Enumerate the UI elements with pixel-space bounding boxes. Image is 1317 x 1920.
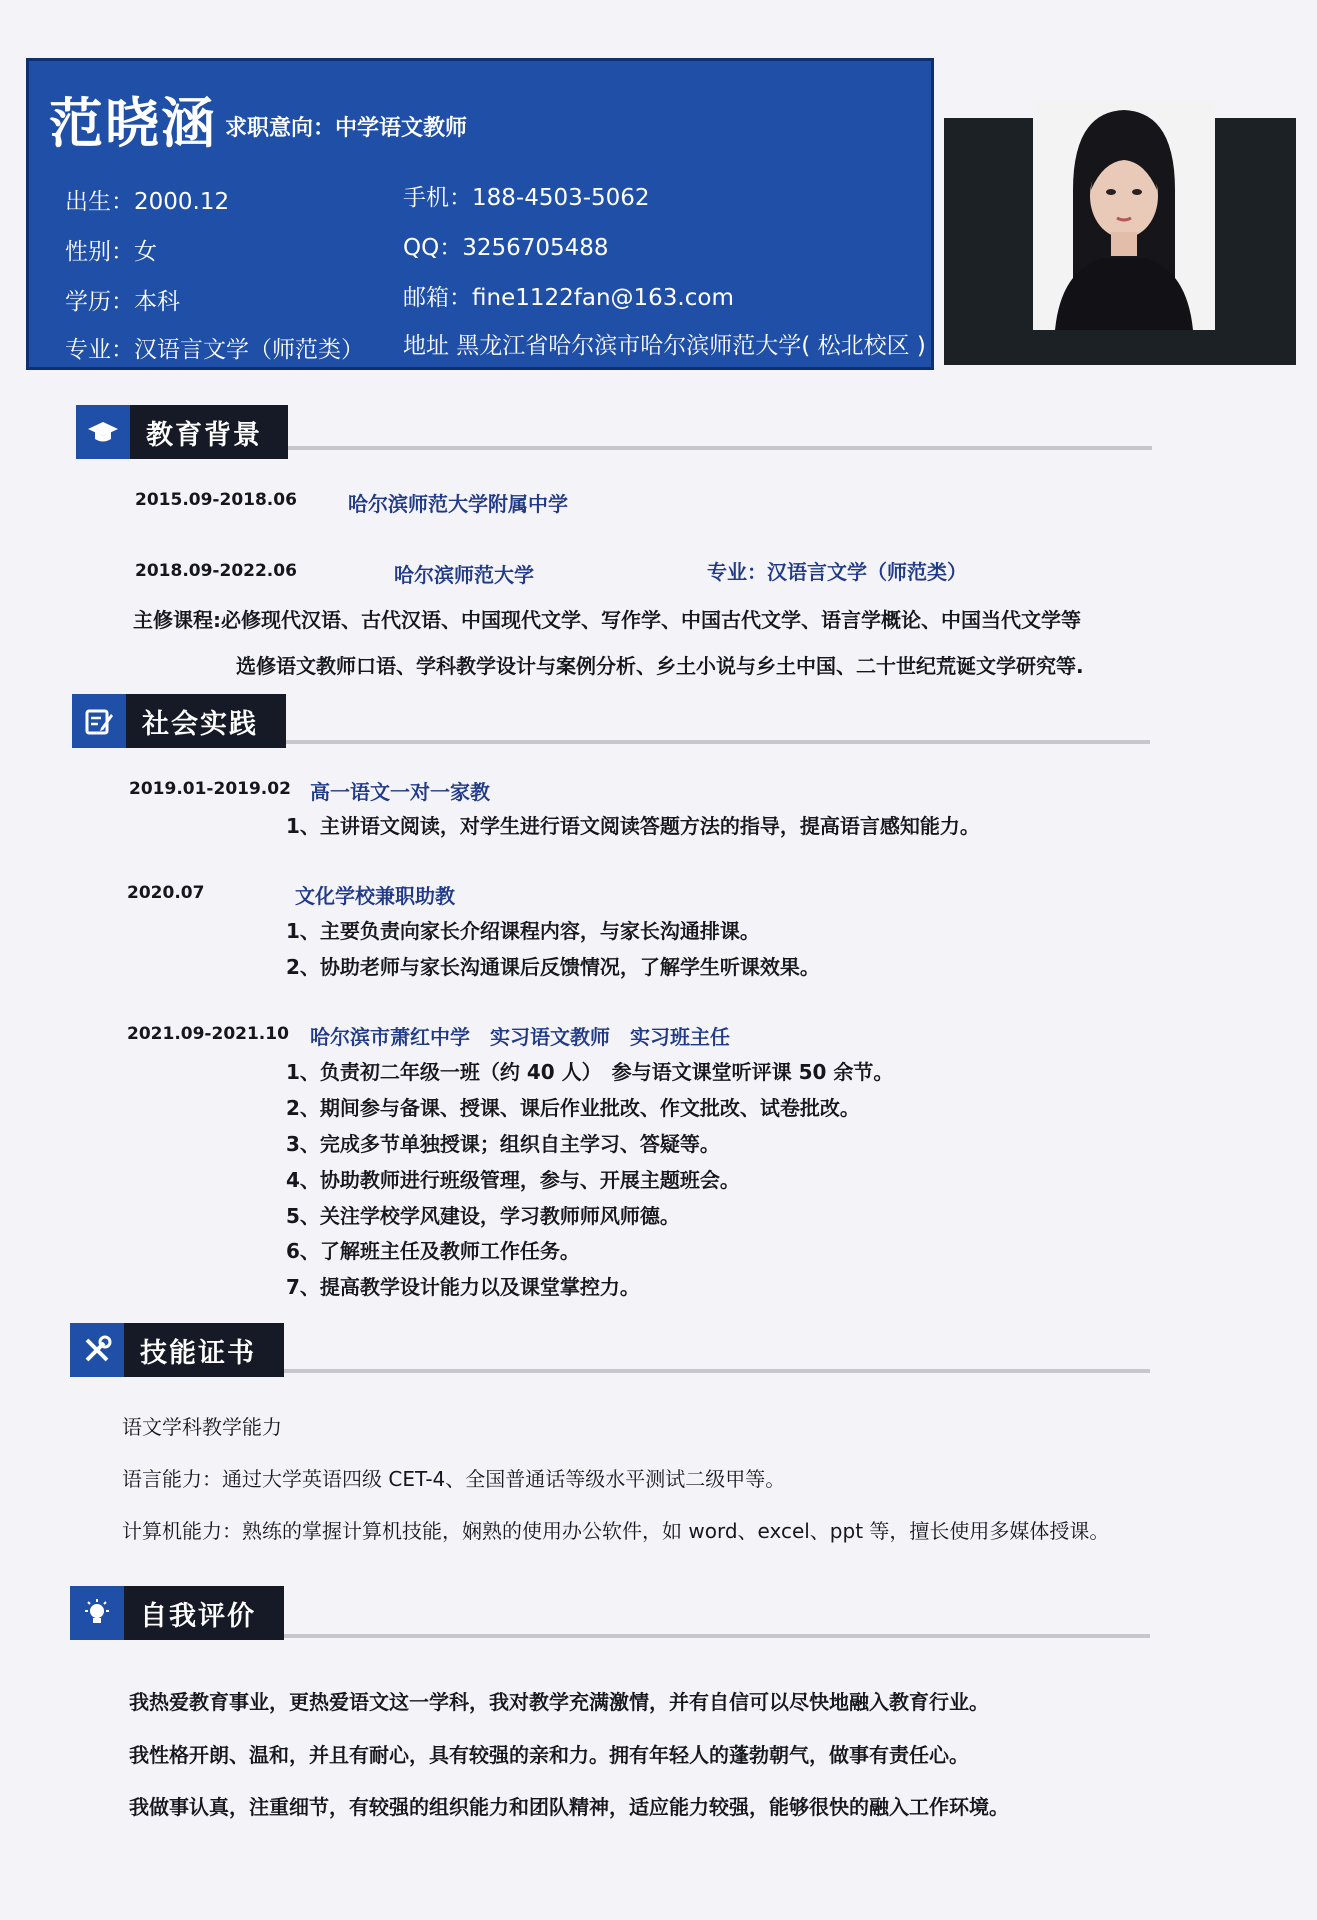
qq: QQ：3256705488 xyxy=(403,235,609,261)
skill-line: 计算机能力：熟练的掌握计算机技能，娴熟的使用办公软件，如 word、excel、ppt 等，擅长使用多媒体授课。 xyxy=(122,1519,1110,1543)
elective-courses: 选修语文教师口语、学科教学设计与案例分析、乡土小说与乡土中国、二十世纪荒诞文学研究等. xyxy=(236,654,1084,678)
phone: 手机：188-4503-5062 xyxy=(403,185,650,211)
practice-point: 4、协助教师进行班级管理，参与、开展主题班会。 xyxy=(286,1168,740,1192)
practice-point: 2、期间参与备课、授课、课后作业批改、作文批改、试卷批改。 xyxy=(286,1096,860,1120)
main-courses: 主修课程:必修现代汉语、古代汉语、中国现代文学、写作学、中国古代文学、语言学概论、中国当代文学等 xyxy=(133,608,1081,632)
practice-point: 1、负责初二年级一班（约 40 人） 参与语文课堂听评课 50 余节。 xyxy=(286,1060,894,1084)
major: 专业：汉语言文学（师范类） xyxy=(65,337,364,363)
gender: 性别：女 xyxy=(65,239,157,265)
skill-line: 语言能力：通过大学英语四级 CET-4、全国普通话等级水平测试二级甲等。 xyxy=(122,1467,786,1491)
section-practice-title: 社会实践 xyxy=(142,708,258,740)
education-school: 哈尔滨师范大学 xyxy=(394,563,534,587)
practice-point: 1、主讲语文阅读，对学生进行语文阅读答题方法的指导，提高语言感知能力。 xyxy=(286,814,980,838)
edit-note-icon xyxy=(72,694,126,748)
tools-icon xyxy=(70,1323,124,1377)
practice-role: 高一语文一对一家教 xyxy=(310,780,490,804)
email: 邮箱：fine1122fan@163.com xyxy=(403,285,734,311)
section-skills-title: 技能证书 xyxy=(140,1337,256,1369)
section-practice-header xyxy=(72,694,286,748)
section-education-header xyxy=(76,405,288,459)
practice-date: 2020.07 xyxy=(127,883,205,903)
practice-point: 3、完成多节单独授课；组织自主学习、答疑等。 xyxy=(286,1132,720,1156)
section-evaluation-header xyxy=(70,1586,284,1640)
practice-date: 2021.09-2021.10 xyxy=(127,1024,289,1044)
section-divider xyxy=(284,1369,1150,1373)
section-divider xyxy=(284,1634,1150,1638)
section-education-title: 教育背景 xyxy=(146,419,262,451)
birth-date: 出生：2000.12 xyxy=(65,189,230,215)
graduation-cap-icon xyxy=(76,405,130,459)
practice-role: 哈尔滨市萧红中学 实习语文教师 实习班主任 xyxy=(310,1025,730,1049)
practice-point: 5、关注学校学风建设，学习教师师风师德。 xyxy=(286,1204,680,1228)
skill-line: 语文学科教学能力 xyxy=(122,1415,282,1439)
education-date: 2018.09-2022.06 xyxy=(135,561,297,581)
section-evaluation-title: 自我评价 xyxy=(140,1600,256,1632)
evaluation-line: 我热爱教育事业，更热爱语文这一学科，我对教学充满激情，并有自信可以尽快地融入教育行业。 xyxy=(129,1690,989,1714)
job-intent: 求职意向：中学语文教师 xyxy=(225,116,468,141)
practice-point: 6、了解班主任及教师工作任务。 xyxy=(286,1239,580,1263)
candidate-name: 范晓涵 xyxy=(49,92,217,155)
section-divider xyxy=(288,446,1152,450)
degree: 学历：本科 xyxy=(65,289,180,315)
section-skills-header xyxy=(70,1323,284,1377)
lightbulb-icon xyxy=(70,1586,124,1640)
section-divider xyxy=(286,740,1150,744)
education-date: 2015.09-2018.06 xyxy=(135,490,297,510)
education-major: 专业：汉语言文学（师范类） xyxy=(707,560,967,584)
practice-date: 2019.01-2019.02 xyxy=(129,779,291,799)
practice-point: 2、协助老师与家长沟通课后反馈情况，了解学生听课效果。 xyxy=(286,955,820,979)
profile-photo xyxy=(1033,100,1215,330)
profile-header xyxy=(26,58,934,370)
education-school: 哈尔滨师范大学附属中学 xyxy=(348,492,568,516)
practice-role: 文化学校兼职助教 xyxy=(295,884,455,908)
evaluation-line: 我性格开朗、温和，并且有耐心，具有较强的亲和力。拥有年轻人的蓬勃朝气，做事有责任心。 xyxy=(129,1743,969,1767)
evaluation-line: 我做事认真，注重细节，有较强的组织能力和团队精神，适应能力较强，能够很快的融入工作环境。 xyxy=(129,1795,1009,1819)
address: 地址 黑龙江省哈尔滨市哈尔滨师范大学( 松北校区 ) xyxy=(403,333,926,359)
practice-point: 1、主要负责向家长介绍课程内容，与家长沟通排课。 xyxy=(286,919,760,943)
practice-point: 7、提高教学设计能力以及课堂掌控力。 xyxy=(286,1275,640,1299)
